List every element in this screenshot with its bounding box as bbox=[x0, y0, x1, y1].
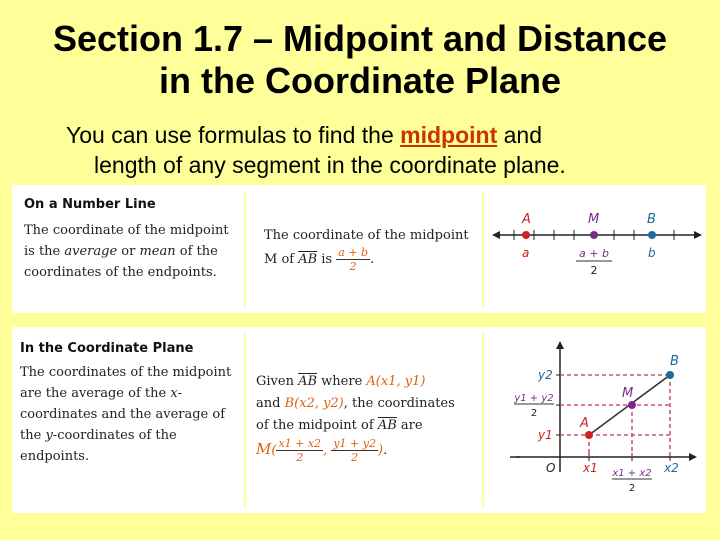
coordinate-plane-diagram bbox=[486, 327, 706, 513]
desc-part-2: of the coordinates of the endpoints. bbox=[24, 244, 218, 280]
desc-part-1: The coordinates of the midpoint are the average of the bbox=[20, 365, 232, 401]
desc-x: x bbox=[170, 386, 178, 401]
number-line-heading: On a Number Line bbox=[24, 197, 156, 212]
divider bbox=[482, 191, 484, 307]
label-b: B bbox=[647, 212, 656, 227]
right-arrow-icon bbox=[694, 231, 702, 239]
desc-or: or bbox=[117, 244, 140, 259]
y-arrow-icon bbox=[556, 341, 564, 349]
label-b: B bbox=[670, 354, 679, 369]
point-m bbox=[628, 401, 636, 409]
y-denominator: 2 bbox=[351, 451, 359, 464]
xmid-denominator: 2 bbox=[628, 483, 636, 494]
point-b bbox=[666, 371, 674, 379]
desc-mean: mean bbox=[139, 244, 176, 259]
mid-denominator: 2 bbox=[590, 264, 598, 277]
left-arrow-icon bbox=[492, 231, 500, 239]
point-a bbox=[585, 431, 593, 439]
rest-1: , the coordinates bbox=[343, 396, 455, 411]
formula-text: The coordinate of the midpoint M of $\overline{AB}$ is $\frac{a + b}{2}$ . bbox=[264, 228, 469, 273]
title-line-2: in the Coordinate Plane bbox=[158, 60, 562, 101]
desc-part-1: The coordinate of the midpoint is the bbox=[24, 223, 229, 259]
coordinate-plane-panel bbox=[12, 327, 706, 513]
desc-part-2: -coordinates and the average of the bbox=[20, 386, 226, 443]
divider bbox=[482, 333, 484, 507]
y-numerator: y1 + y2 bbox=[333, 437, 376, 450]
intro-after: and bbox=[497, 122, 542, 148]
point-b bbox=[648, 231, 656, 239]
desc-part-3: -coordinates of the endpoints. bbox=[20, 428, 177, 464]
number-line-diagram bbox=[486, 185, 706, 313]
point-b-coords: B(x2, y2) bbox=[284, 396, 344, 411]
segment-ab-2: $\overline{AB}$ bbox=[377, 418, 397, 433]
point-a-coords: A(x1, y1) bbox=[366, 374, 426, 389]
formula-prefix: The coordinate of the midpoint M of bbox=[264, 228, 469, 267]
formula-denominator: 2 bbox=[349, 260, 357, 273]
x-arrow-icon bbox=[689, 453, 697, 461]
number-line-panel bbox=[12, 185, 706, 313]
formula-is: is bbox=[317, 252, 337, 267]
point-m bbox=[590, 231, 598, 239]
intro-highlight: midpoint bbox=[400, 122, 498, 148]
coord-a: a bbox=[522, 246, 530, 260]
formula-fraction bbox=[336, 246, 370, 273]
label-a: A bbox=[522, 212, 531, 227]
label-y1: y1 bbox=[538, 428, 553, 442]
number-line-desc bbox=[24, 220, 242, 283]
title-line-1: Section 1.7 – Midpoint and Distance bbox=[52, 18, 668, 59]
coordinate-plane-heading: In the Coordinate Plane bbox=[20, 341, 194, 356]
x-denominator: 2 bbox=[296, 451, 304, 464]
rest-2: of the midpoint of bbox=[256, 418, 378, 433]
mid-numerator: a + b bbox=[579, 247, 609, 260]
coordinate-plane-description bbox=[20, 327, 242, 513]
intro-text bbox=[66, 120, 706, 180]
midpoint-m: M bbox=[256, 440, 272, 458]
ymid-numerator: y1 + y2 bbox=[514, 393, 554, 404]
divider bbox=[244, 191, 246, 307]
divider bbox=[244, 333, 246, 507]
x-fraction bbox=[276, 437, 323, 464]
segment-ab: $\overline{AB}$ bbox=[298, 374, 318, 389]
label-a: A bbox=[580, 416, 589, 431]
label-m: M bbox=[622, 386, 634, 401]
label-origin: O bbox=[546, 461, 556, 475]
point-a bbox=[522, 231, 530, 239]
coord-b: b bbox=[648, 246, 656, 260]
label-y2: y2 bbox=[538, 368, 553, 382]
formula-segment: $\overline{AB}$ bbox=[298, 252, 318, 267]
intro-before: You can use formulas to find the bbox=[66, 122, 401, 148]
label-m: M bbox=[588, 212, 600, 227]
where: where bbox=[317, 374, 367, 389]
number-line-description bbox=[24, 185, 242, 313]
label-x1: x1 bbox=[583, 461, 598, 475]
formula-text: Given $\overline{AB}$ where A(x1, y1) and B(x2, y2), the coordinates of the midpoint of $\overline{AB}$ are M( $\frac{x1 + x2}{2}$ , $\frac{y1 + y2}{2}$ ). bbox=[256, 374, 455, 464]
number-line-formula bbox=[264, 185, 479, 313]
formula-numerator: a + b bbox=[338, 246, 369, 259]
label-x2: x2 bbox=[664, 461, 679, 475]
desc-y: y bbox=[45, 428, 53, 443]
and: and bbox=[256, 396, 285, 411]
slide-title bbox=[0, 18, 720, 102]
y-fraction bbox=[331, 437, 378, 464]
coordinate-plane-desc bbox=[20, 362, 242, 467]
desc-average: average bbox=[64, 244, 118, 259]
are: are bbox=[396, 418, 423, 433]
ymid-denominator: 2 bbox=[530, 408, 538, 419]
intro-line-2: length of any segment in the coordinate plane. bbox=[94, 152, 566, 178]
coordinate-formula bbox=[256, 327, 480, 513]
x-numerator: x1 + x2 bbox=[278, 437, 322, 450]
given: Given bbox=[256, 374, 299, 389]
xmid-numerator: x1 + x2 bbox=[612, 468, 652, 479]
